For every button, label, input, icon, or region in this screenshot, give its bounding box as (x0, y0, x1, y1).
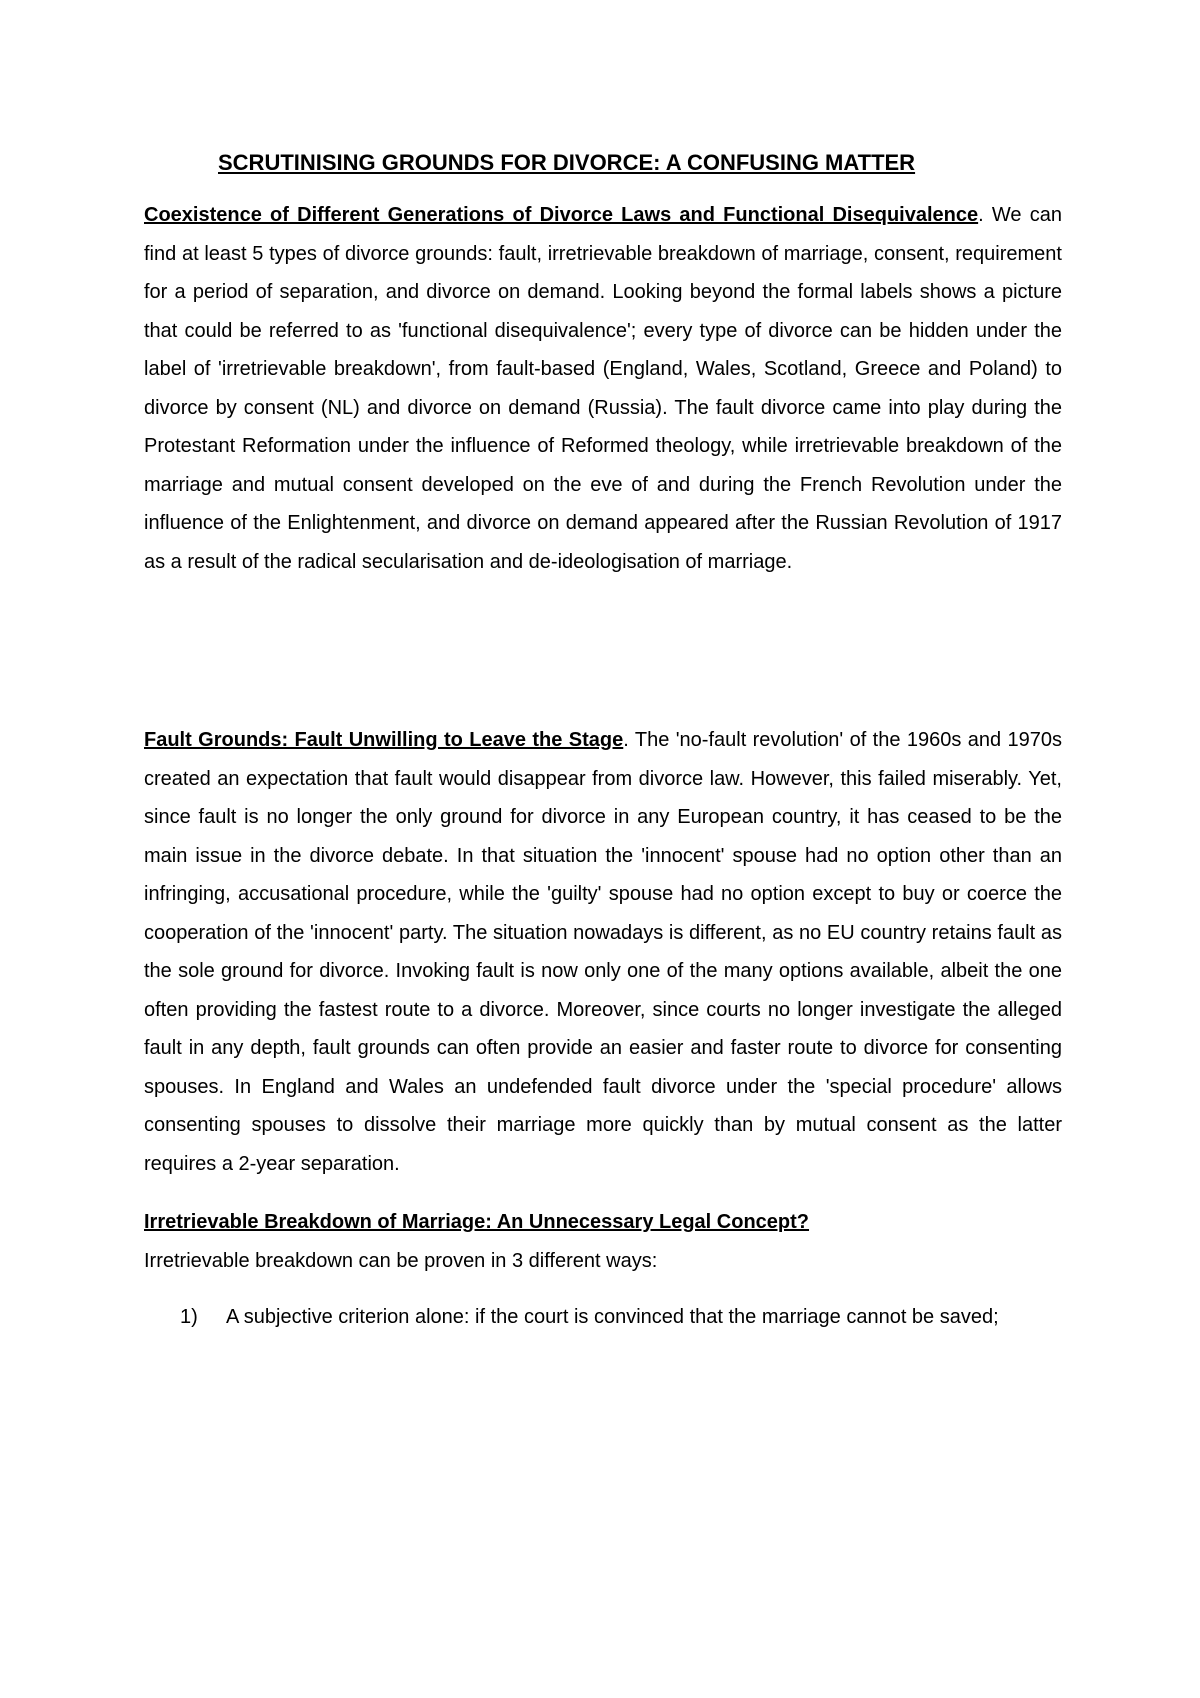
list-item (144, 1298, 1062, 1337)
section-heading-irretrievable-breakdown: Irretrievable Breakdown of Marriage: An Unnecessary Legal Concept? (144, 1211, 810, 1233)
section-body-irretrievable-breakdown: Irretrievable breakdown can be proven in 3 different ways: (144, 1249, 658, 1272)
section-body-fault-grounds: . The 'no-fault revolution' of the 1960s and 1970s created an expectation that fault would disappear from divorce law. However, this failed miserably. Yet, since fault is no longer the only ground for divorce in any European country, it has ceased to be the main issue in the divorce debate. In that situation the 'innocent' spouse had no option other than an infringing, accusational procedure, while the 'guilty' spouse had no option except to buy or coerce the cooperation of the 'innocent' party. The situation nowadays is different, as no EU country retains fault as the sole ground for divorce. Invoking fault is now only one of the many options available, albeit the one often providing the fastest route to a divorce. Moreover, since courts no longer investigate the alleged fault in any depth, fault grounds can often provide an easier and faster route to divorce for consenting spouses. In England and Wales an undefended fault divorce under the 'special procedure' allows consenting spouses to dissolve their marriage more quickly than by mutual consent as the latter requires a 2-year separation. (144, 729, 1063, 1175)
list-item-number: 1) (180, 1306, 198, 1328)
section-heading-fault-grounds: Fault Grounds: Fault Unwilling to Leave the Stage (144, 729, 624, 751)
numbered-list (144, 1298, 1062, 1337)
document-title: SCRUTINISING GROUNDS FOR DIVORCE: A CONFUSING MATTER (218, 150, 916, 175)
section-heading-coexistence: Coexistence of Different Generations of Divorce Laws and Functional Disequivalence (144, 204, 979, 226)
paragraph-coexistence (144, 196, 1062, 581)
document-page (144, 138, 1062, 1337)
paragraph-irretrievable-breakdown (144, 1203, 1062, 1280)
section-body-coexistence: . We can find at least 5 types of divorce grounds: fault, irretrievable breakdown of marriage, consent, requirement for a period of separation, and divorce on demand. Looking beyond the formal labels shows a picture that could be referred to as 'functional disequivalence'; every type of divorce can be hidden under the label of 'irretrievable breakdown', from fault-based (England, Wales, Scotland, Greece and Poland) to divorce by consent (NL) and divorce on demand (Russia). The fault divorce came into play during the Protestant Reformation under the influence of Reformed theology, while irretrievable breakdown of the marriage and mutual consent developed on the eve of and during the French Revolution under the influence of the Enlightenment, and divorce on demand appeared after the Russian Revolution of 1917 as a result of the radical secularisation and de-ideologisation of marriage. (144, 204, 1062, 573)
paragraph-fault-grounds (144, 721, 1062, 1183)
list-item-text: A subjective criterion alone: if the court is convinced that the marriage cannot be saved; (226, 1306, 999, 1328)
